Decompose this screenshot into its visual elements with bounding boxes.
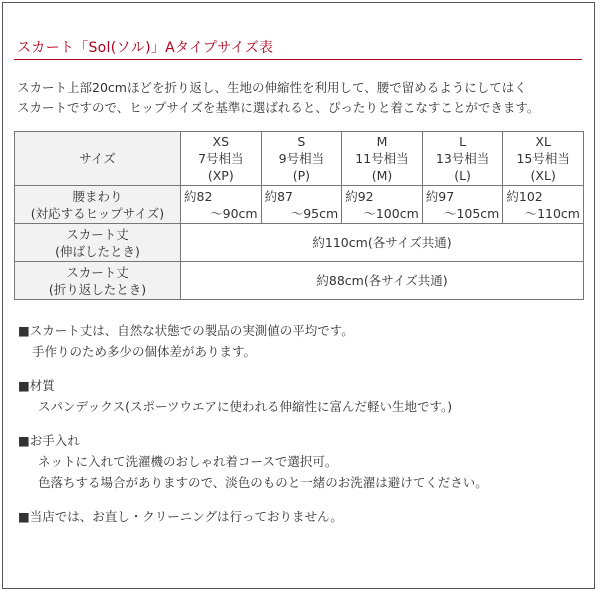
- size-code: M: [376, 134, 388, 149]
- waist-s: [261, 186, 342, 224]
- size-code: XS: [212, 134, 230, 149]
- size-number: 9号相当: [278, 151, 325, 166]
- note-text: ネットに入れて洗濯機のおしゃれ着コースで選択可。: [38, 454, 338, 469]
- size-table: [14, 131, 584, 300]
- title-underline: [14, 59, 582, 60]
- note-material: [18, 375, 588, 417]
- size-code: S: [297, 134, 306, 149]
- note-heading: ■当店では、お直し・クリーニングは行っておりません。: [18, 509, 343, 524]
- waist-label-sub: (対応するヒップサイズ): [30, 205, 165, 221]
- length-label-sub: (伸ばしたとき): [55, 243, 140, 259]
- page-title: スカート「Sol(ソル)」Aタイプサイズ表: [17, 40, 274, 56]
- waist-from: 約97: [425, 188, 455, 204]
- size-l: [422, 132, 503, 186]
- size-code: L: [459, 134, 467, 149]
- waist-xs: [181, 186, 262, 224]
- size-code: XL: [535, 134, 551, 149]
- note-heading: ■材質: [18, 378, 55, 393]
- length-stretched-row: [15, 224, 584, 262]
- note-text: 手作りのため多少の個体差があります。: [32, 344, 257, 359]
- length-stretched-label: [15, 224, 181, 262]
- waist-to: ～95cm: [290, 205, 339, 221]
- waist-to: ～100cm: [363, 205, 419, 221]
- note-repair: [18, 506, 588, 527]
- waist-from: 約102: [506, 188, 543, 204]
- length-stretched-value: 約110cm(各サイズ共通): [181, 224, 584, 262]
- note-measurement: [18, 320, 588, 362]
- length-label-main: スカート丈: [66, 226, 129, 242]
- intro-line-2: スカートですので、ヒップサイズを基準に選ばれると、ぴったりと着こなすことができます。: [17, 100, 540, 115]
- size-alt: (P): [292, 168, 311, 183]
- size-number: 15号相当: [516, 151, 570, 166]
- waist-label-main: 腰まわり: [72, 188, 123, 204]
- size-s: [261, 132, 342, 186]
- waist-from: 約82: [184, 188, 213, 204]
- note-text: 色落ちする場合がありますので、淡色のものと一緒のお洗濯は避けてください。: [38, 475, 488, 490]
- size-xl: [503, 132, 584, 186]
- waist-label: [15, 186, 181, 224]
- intro-text: [17, 78, 587, 118]
- size-alt: (L): [454, 168, 471, 183]
- waist-from: 約92: [345, 188, 374, 204]
- length-folded-value: 約88cm(各サイズ共通): [181, 262, 584, 300]
- length-folded-row: [15, 262, 584, 300]
- length-label-main: スカート丈: [66, 264, 129, 280]
- size-label: サイズ: [15, 132, 181, 186]
- waist-to: ～105cm: [443, 205, 500, 221]
- size-number: 11号相当: [355, 151, 409, 166]
- note-heading: ■スカート丈は、自然な状態での製品の実測値の平均です。: [18, 323, 354, 338]
- length-folded-label: [15, 262, 181, 300]
- waist-xl: [503, 186, 584, 224]
- waist-from: 約87: [264, 188, 293, 204]
- size-xs: [181, 132, 262, 186]
- waist-row: [15, 186, 584, 224]
- length-label-sub: (折り返したとき): [48, 281, 147, 297]
- size-number: 13号相当: [435, 151, 490, 166]
- size-m: [342, 132, 423, 186]
- notes-section: [18, 320, 588, 540]
- note-text: スパンデックス(スポーツウエアに使われる伸縮性に富んだ軽い生地です。): [38, 399, 453, 414]
- note-care: [18, 430, 588, 493]
- size-alt: (M): [371, 168, 393, 183]
- size-header-row: [15, 132, 584, 186]
- size-alt: (XL): [530, 168, 556, 183]
- waist-to: ～90cm: [210, 205, 258, 221]
- intro-line-1: スカート上部20cmほどを折り返し、生地の伸縮性を利用して、腰で留めるようにしてはく: [17, 80, 527, 95]
- waist-to: ～110cm: [524, 205, 580, 221]
- size-alt: (XP): [207, 168, 234, 183]
- note-heading: ■お手入れ: [18, 433, 80, 448]
- waist-l: [422, 186, 503, 224]
- size-number: 7号相当: [198, 151, 244, 166]
- waist-m: [342, 186, 423, 224]
